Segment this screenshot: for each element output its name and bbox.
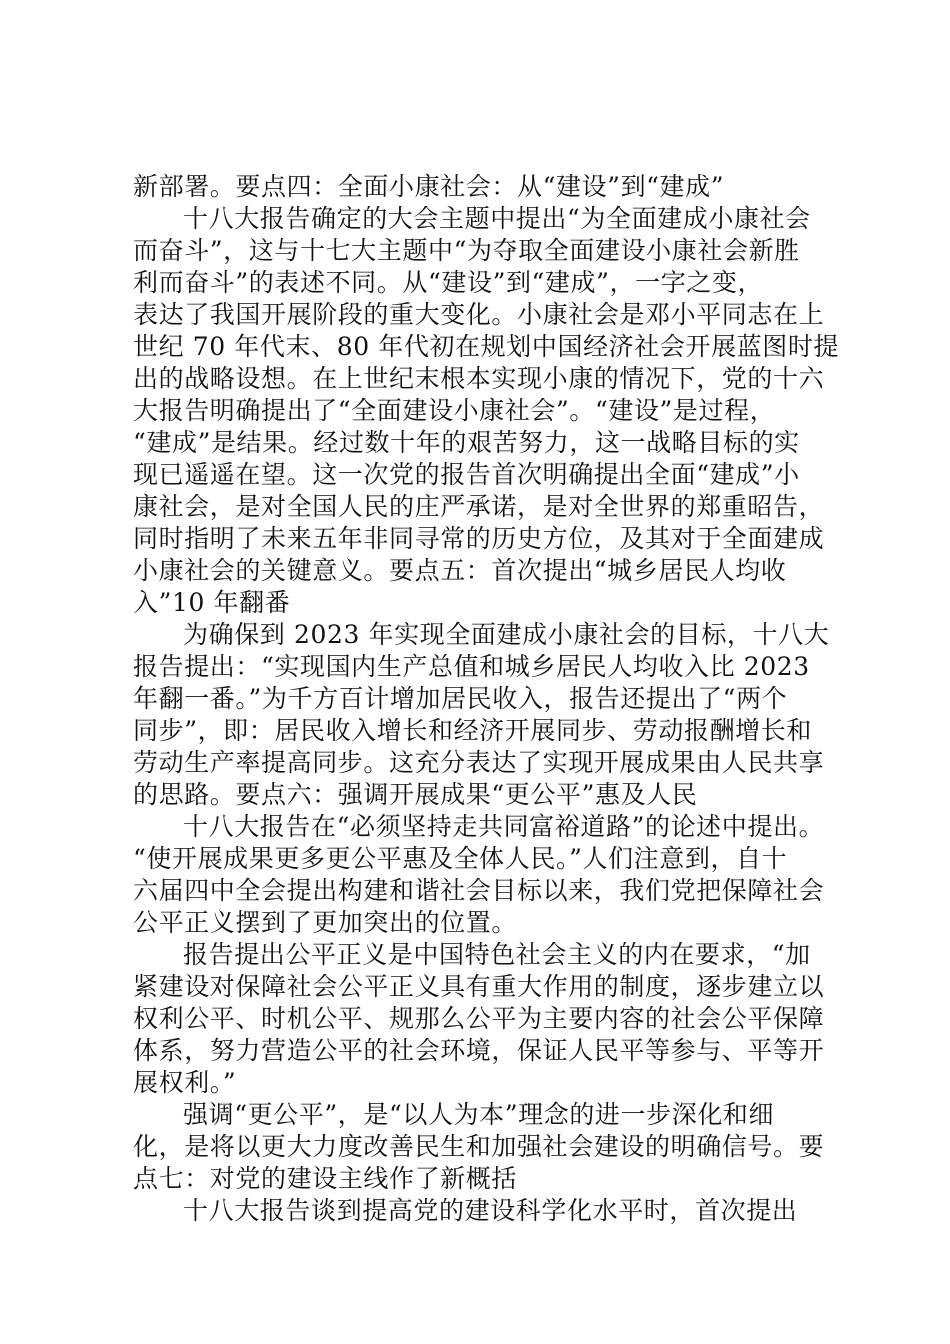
text-line: 利而奋斗”的表述不同。从“建设”到“建成”，一字之变，: [133, 268, 764, 297]
text-line: 出的战略设想。在上世纪末根本实现小康的情况下，党的十六: [133, 364, 825, 393]
text-line: 公平正义摆到了更加突出的位置。: [133, 908, 518, 937]
text-line: 世纪 70 年代末、80 年代初在规划中国经济社会开展蓝图时提: [133, 332, 840, 361]
text-line: 同步”，即：居民收入增长和经济开展同步、劳动报酬增长和: [133, 716, 812, 745]
text-line: 康社会，是对全国人民的庄严承诺，是对全世界的郑重昭告，: [133, 492, 825, 521]
text-line: 入”10 年翻番: [133, 588, 291, 617]
text-line: 年翻一番。”为千方百计增加居民收入，报告还提出了“两个: [133, 684, 788, 713]
text-line: 为确保到 2023 年实现全面建成小康社会的目标，十八大: [183, 620, 830, 649]
text-line: 表达了我国开展阶段的重大变化。小康社会是邓小平同志在上: [133, 300, 825, 329]
text-line: 同时指明了未来五年非同寻常的历史方位，及其对于全面建成: [133, 524, 825, 553]
text-line: 权利公平、时机公平、规那么公平为主要内容的社会公平保障: [133, 1004, 825, 1033]
text-line: “建成”是结果。经过数十年的艰苦努力，这一战略目标的实: [133, 428, 800, 457]
text-line: 大报告明确提出了“全面建设小康社会”。“建设”是过程，: [133, 396, 776, 425]
text-line: 强调“更公平”，是“以人为本”理念的进一步深化和细: [183, 1100, 775, 1129]
text-line: 化，是将以更大力度改善民生和加强社会建设的明确信号。要: [133, 1132, 825, 1161]
text-line: “使开展成果更多更公平惠及全体人民。”人们注意到，自十: [133, 844, 788, 873]
text-line: 现已遥遥在望。这一次党的报告首次明确提出全面“建成”小: [133, 460, 800, 489]
text-line: 体系，努力营造公平的社会环境，保证人民平等参与、平等开: [133, 1036, 825, 1065]
text-line: 劳动生产率提高同步。这充分表达了实现开展成果由人民共享: [133, 748, 825, 777]
text-line: 的思路。要点六：强调开展成果“更公平”惠及人民: [133, 780, 698, 809]
text-line: 小康社会的关键意义。要点五：首次提出“城乡居民人均收: [133, 556, 787, 585]
text-line: 六届四中全会提出构建和谐社会目标以来，我们党把保障社会: [133, 876, 825, 905]
text-line: 报告提出公平正义是中国特色社会主义的内在要求，“加: [183, 940, 811, 969]
text-line: 十八大报告确定的大会主题中提出“为全面建成小康社会: [183, 204, 811, 233]
text-line: 十八大报告在“必须坚持走共同富裕道路”的论述中提出。: [183, 812, 825, 841]
text-line: 新部署。要点四：全面小康社会：从“建设”到“建成”: [133, 172, 725, 201]
text-line: 十八大报告谈到提高党的建设科学化水平时，首次提出: [183, 1196, 798, 1225]
text-line: 点七：对党的建设主线作了新概括: [133, 1164, 518, 1193]
text-line: 报告提出：“实现国内生产总值和城乡居民人均收入比 2023: [133, 652, 810, 681]
text-line: 展权利。”: [133, 1068, 237, 1097]
text-line: 紧建设对保障社会公平正义具有重大作用的制度，逐步建立以: [133, 972, 825, 1001]
text-line: 而奋斗”，这与十七大主题中“为夺取全面建设小康社会新胜: [133, 236, 800, 265]
